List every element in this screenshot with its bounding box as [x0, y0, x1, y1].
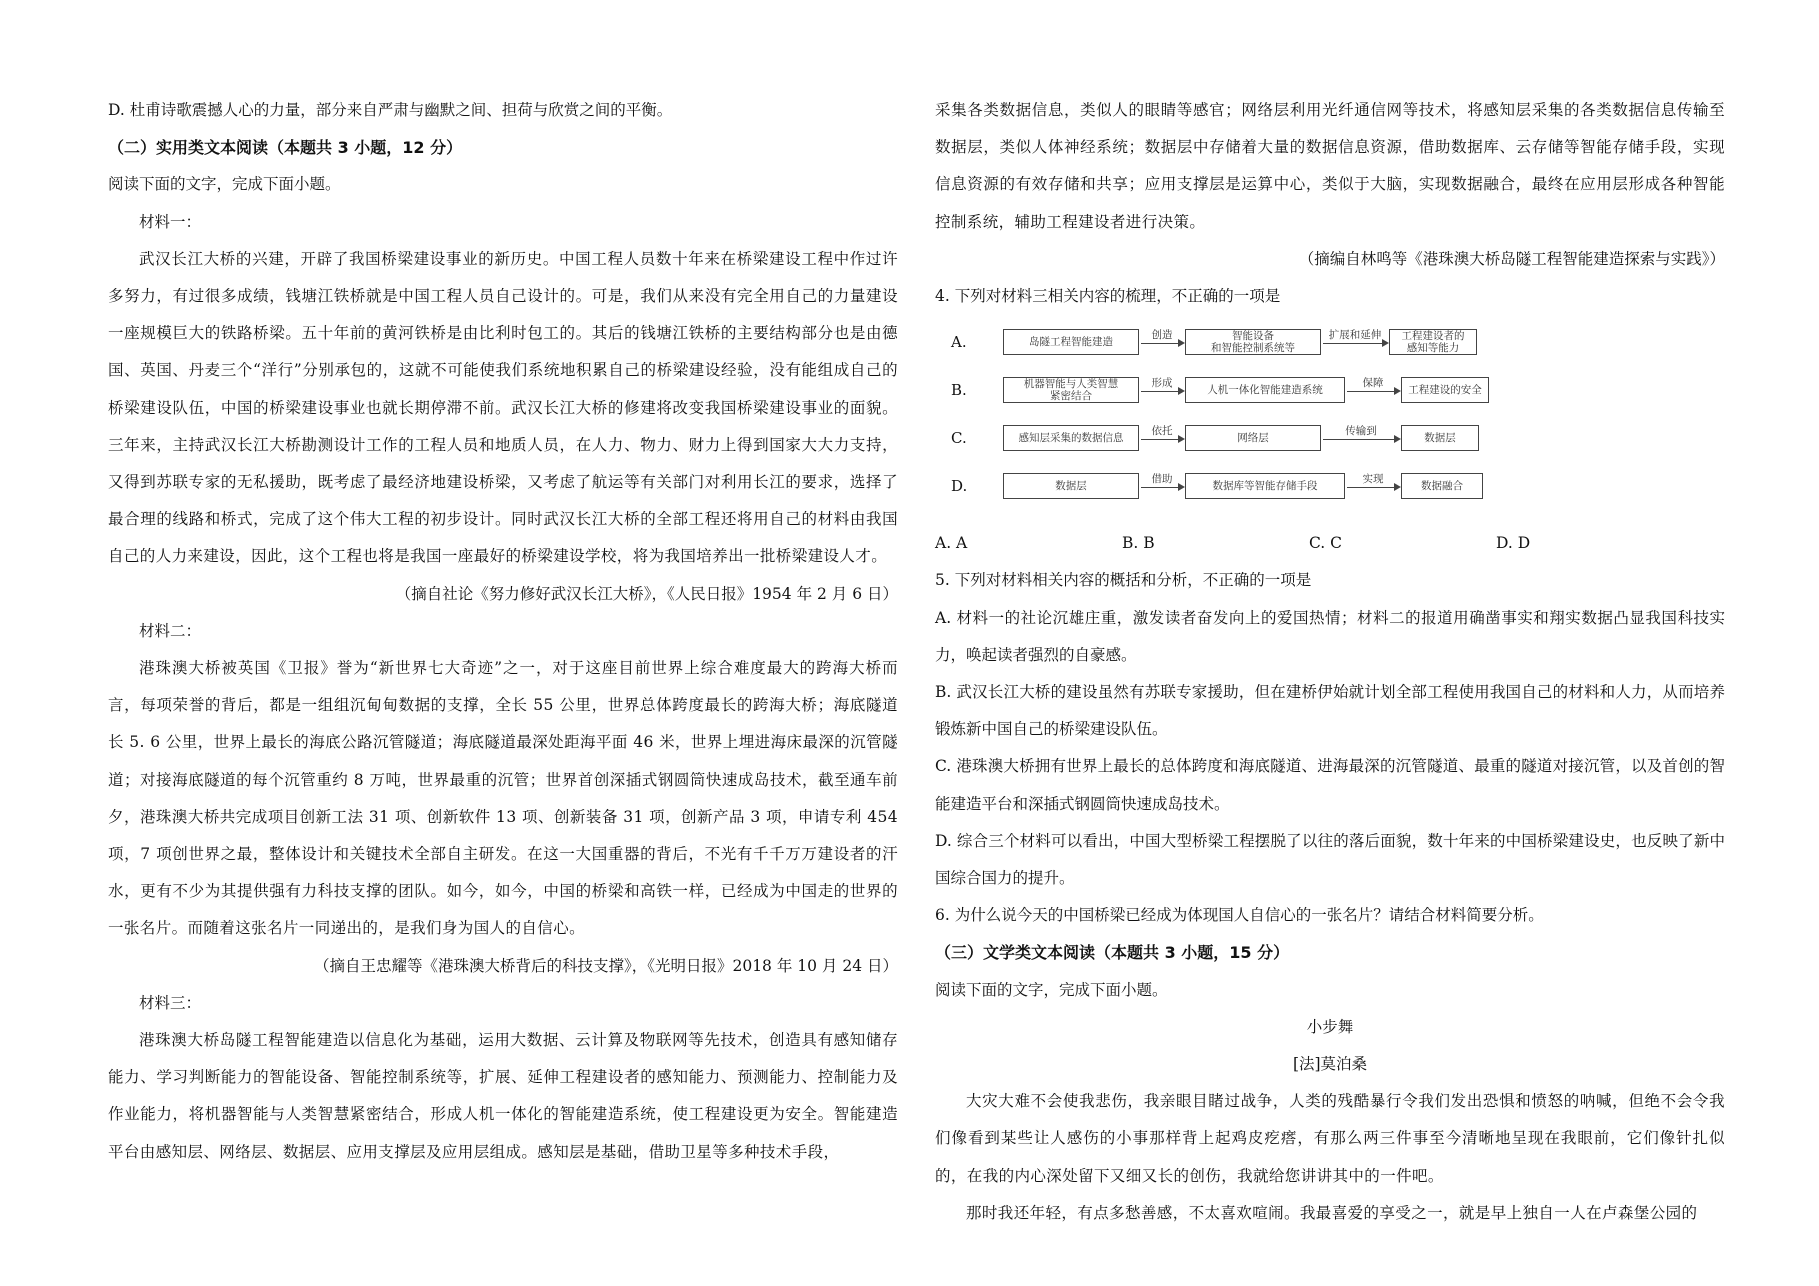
material2-source: （摘自王忠耀等《港珠澳大桥背后的科技支撑》，《光明日报》2018 年 10 月 24 日） [313, 956, 898, 975]
flow-box: 数据融合 [1401, 473, 1483, 499]
flow-box: 人机一体化智能建造系统 [1185, 377, 1345, 403]
flow-arrow-label: 形成 [1151, 377, 1173, 390]
question-4-options [935, 525, 1725, 562]
material2-text: 港珠澳大桥被英国《卫报》誉为“新世界七大奇迹”之一，对于这座目前世界上综合难度最大的跨海大桥而言，每项荣誉的背后，都是一组组沉甸甸数据的支撑，全长 55 公里，世界总体跨度最长的跨海大桥；海底隧道长 5. 6 公里，世界上最长的海底公路沉管隧道；海底隧道最深处距海平面 46 米，世界上埋进海床最深的沉管隧道；对接海底隧道的每个沉管重约 8 万吨，世界最重的沉管；世界首创深插式钢圆筒快速成岛技术，截至通车前夕，港珠澳大桥共完成项目创新工法 31 项、创新软件 13 项、创新装备 31 项，创新产品 3 项，申请专利 454 项，7 项创世界之最，整体设计和关键技术全部自主研发。在这一大国重器的背后，不光有千千万万建设者的汗水，更有不少为其提供强有力科技支撑的团队。如今，如今，中国的桥梁和高铁一样，已经成为中国走的世界的一张名片。而随着这张名片一同递出的，是我们身为国人的自信心。 [108, 659, 898, 938]
q5-option-b[interactable]: B. 武汉长江大桥的建设虽然有苏联专家援助，但在建桥伊始就计划全部工程使用我国自己的材料和人力，从而培养锻炼新中国自己的桥梁建设队伍。 [935, 683, 1725, 739]
material1-text: 武汉长江大桥的兴建，开辟了我国桥梁建设事业的新历史。中国工程人员数十年来在桥梁建设工程中作过许多努力，有过很多成绩，钱塘江铁桥就是中国工程人员自己设计的。可是，我们从来没有完全用自己的力量建设一座规模巨大的铁路桥梁。五十年前的黄河铁桥是由比利时包工的。其后的钱塘江铁桥的主要结构部分也是由德国、英国、丹麦三个“洋行”分别承包的，这就不可能使我们系统地积累自己的桥梁建设经验，没有能组成自己的桥梁建设队伍，中国的桥梁建设事业也就长期停滞不前。武汉长江大桥的修建将改变我国桥梁建设事业的面貌。三年来，主持武汉长江大桥勘测设计工作的工程人员和地质人员，在人力、物力、财力上得到国家大大力支持，又得到苏联专家的无私援助，既考虑了最经济地建设桥梁，又考虑了航运等有关部门对利用长江的要求，选择了最合理的线路和桥式，完成了这个伟大工程的初步设计。同时武汉长江大桥的全部工程还将用自己的材料由我国自己的人力来建设，因此，这个工程也将是我国一座最好的桥梁建设学校，将为我国培养出一批桥梁建设人才。 [108, 249, 898, 566]
flow-arrow-label: 借助 [1151, 473, 1173, 486]
material3-text: 港珠澳大桥岛隧工程智能建造以信息化为基础，运用大数据、云计算及物联网等先技术，创造具有感知储存能力、学习判断能力的智能设备、智能控制系统等，扩展、延伸工程建设者的感知能力、预测能力、控制能力及作业能力，将机器智能与人类智慧紧密结合，形成人机一体化的智能建造系统，使工程建设更为安全。智能建造平台由感知层、网络层、数据层、应用支撑层及应用层组成。感知层是基础，借助卫星等多种技术手段， [108, 1031, 898, 1161]
flow-arrow [1139, 425, 1185, 451]
flow-arrow [1345, 377, 1401, 403]
section2-heading: （二）实用类文本阅读（本题共 3 小题，12 分） [108, 138, 463, 158]
q4-option-b[interactable]: B. B [1122, 534, 1155, 553]
story-paragraph-2: 那时我还年轻，有点多愁善感，不太喜欢喧闹。我最喜爱的享受之一，就是早上独自一人在卢森堡公园的 [966, 1203, 1698, 1222]
flow-box: 数据层 [1401, 425, 1479, 451]
material1-label: 材料一： [139, 212, 202, 231]
material1-source: （摘自社论《努力修好武汉长江大桥》，《人民日报》1954 年 2 月 6 日） [395, 584, 898, 603]
flow-box: 网络层 [1185, 425, 1321, 451]
flow-box: 数据层 [1003, 473, 1139, 499]
flow-box: 工程建设的安全 [1401, 377, 1489, 403]
flow-row-letter: A. [951, 333, 967, 352]
flow-row-d [935, 469, 1483, 503]
q5-option-a[interactable]: A. 材料一的社论沉雄庄重，激发读者奋发向上的爱国热情；材料二的报道用确凿事实和翔实数据凸显我国科技实力，唤起读者强烈的自豪感。 [935, 608, 1725, 664]
flow-arrow-label: 创造 [1151, 329, 1173, 342]
flow-arrow-label: 传输到 [1345, 425, 1377, 438]
material3-label: 材料三： [139, 993, 202, 1012]
story-paragraph-1: 大灾大难不会使我悲伤，我亲眼目睹过战争，人类的残酷暴行令我们发出恐惧和愤怒的呐喊，但绝不会令我们像看到某些让人感伤的小事那样背上起鸡皮疙瘩，有那么两三件事至今清晰地呈现在我眼前，它们像针扎似的，在我的内心深处留下又细又长的创伤，我就给您讲讲其中的一件吧。 [935, 1092, 1725, 1185]
flow-arrow-label: 扩展和延伸 [1328, 329, 1382, 342]
question-6: 6. 为什么说今天的中国桥梁已经成为体现国人自信心的一张名片？请结合材料简要分析。 [935, 906, 1544, 925]
q5-option-c[interactable]: C. 港珠澳大桥拥有世界上最长的总体跨度和海底隧道、进海最深的沉管隧道、最重的隧道对接沉管，以及首创的智能建造平台和深插式钢圆筒快速成岛技术。 [935, 757, 1725, 813]
flow-arrow [1321, 425, 1401, 451]
flow-box: 机器智能与人类智慧 紧密结合 [1003, 377, 1139, 403]
flow-diagram [935, 321, 1482, 521]
q4-option-d[interactable]: D. D [1496, 534, 1531, 553]
flow-row-c [935, 421, 1479, 455]
flow-arrow [1139, 473, 1185, 499]
left-column [108, 92, 898, 1171]
story-title: 小步舞 [1306, 1017, 1354, 1036]
question-5: 5. 下列对材料相关内容的概括和分析，不正确的一项是 [935, 571, 1312, 590]
flow-row-letter: C. [951, 429, 967, 448]
flow-box: 岛隧工程智能建造 [1003, 329, 1139, 355]
q4-option-c[interactable]: C. C [1309, 534, 1343, 553]
material2-label: 材料二： [139, 621, 202, 640]
q4-option-a[interactable]: A. A [935, 534, 968, 553]
material3-source: （摘编自林鸣等《港珠澳大桥岛隧工程智能建造探索与实践》） [1298, 249, 1725, 268]
flow-arrow-label: 保障 [1362, 377, 1384, 390]
section2-instruction: 阅读下面的文字，完成下面小题。 [108, 175, 341, 194]
prev-option-d: D. 杜甫诗歌震撼人心的力量，部分来自严肃与幽默之间、担荷与欣赏之间的平衡。 [108, 101, 673, 119]
flow-box: 智能设备 和智能控制系统等 [1185, 329, 1321, 355]
flow-row-b [935, 373, 1489, 407]
flow-box: 感知层采集的数据信息 [1003, 425, 1139, 451]
flow-arrow-label: 依托 [1151, 425, 1173, 438]
flow-row-letter: B. [951, 381, 967, 400]
flow-arrow-label: 实现 [1362, 473, 1384, 486]
flow-arrow [1139, 329, 1185, 355]
flow-row-letter: D. [951, 477, 968, 496]
flow-arrow [1139, 377, 1185, 403]
flow-arrow [1321, 329, 1389, 355]
q5-option-d[interactable]: D. 综合三个材料可以看出，中国大型桥梁工程摆脱了以往的落后面貌，数十年来的中国桥梁建设史，也反映了新中国综合国力的提升。 [935, 831, 1725, 888]
flow-row-a [935, 325, 1477, 359]
section3-heading: （三）文学类文本阅读（本题共 3 小题，15 分） [935, 943, 1290, 963]
question-4: 4. 下列对材料三相关内容的梳理，不正确的一项是 [935, 287, 1281, 306]
flow-box: 数据库等智能存储手段 [1185, 473, 1345, 499]
section3-instruction: 阅读下面的文字，完成下面小题。 [935, 980, 1168, 999]
right-column [935, 92, 1725, 1232]
flow-arrow [1345, 473, 1401, 499]
story-author: [法]莫泊桑 [1292, 1055, 1368, 1074]
flow-box: 工程建设者的 感知等能力 [1389, 329, 1477, 355]
material3-continuation: 采集各类数据信息，类似人的眼睛等感官；网络层利用光纤通信网等技术，将感知层采集的各类数据信息传输至数据层，类似人体神经系统；数据层中存储着大量的数据信息资源，借助数据库、云存储等智能存储手段，实现信息资源的有效存储和共享；应用支撑层是运算中心，类似于大脑，实现数据融合，最终在应用层形成各种智能控制系统，辅助工程建设者进行决策。 [935, 101, 1725, 231]
